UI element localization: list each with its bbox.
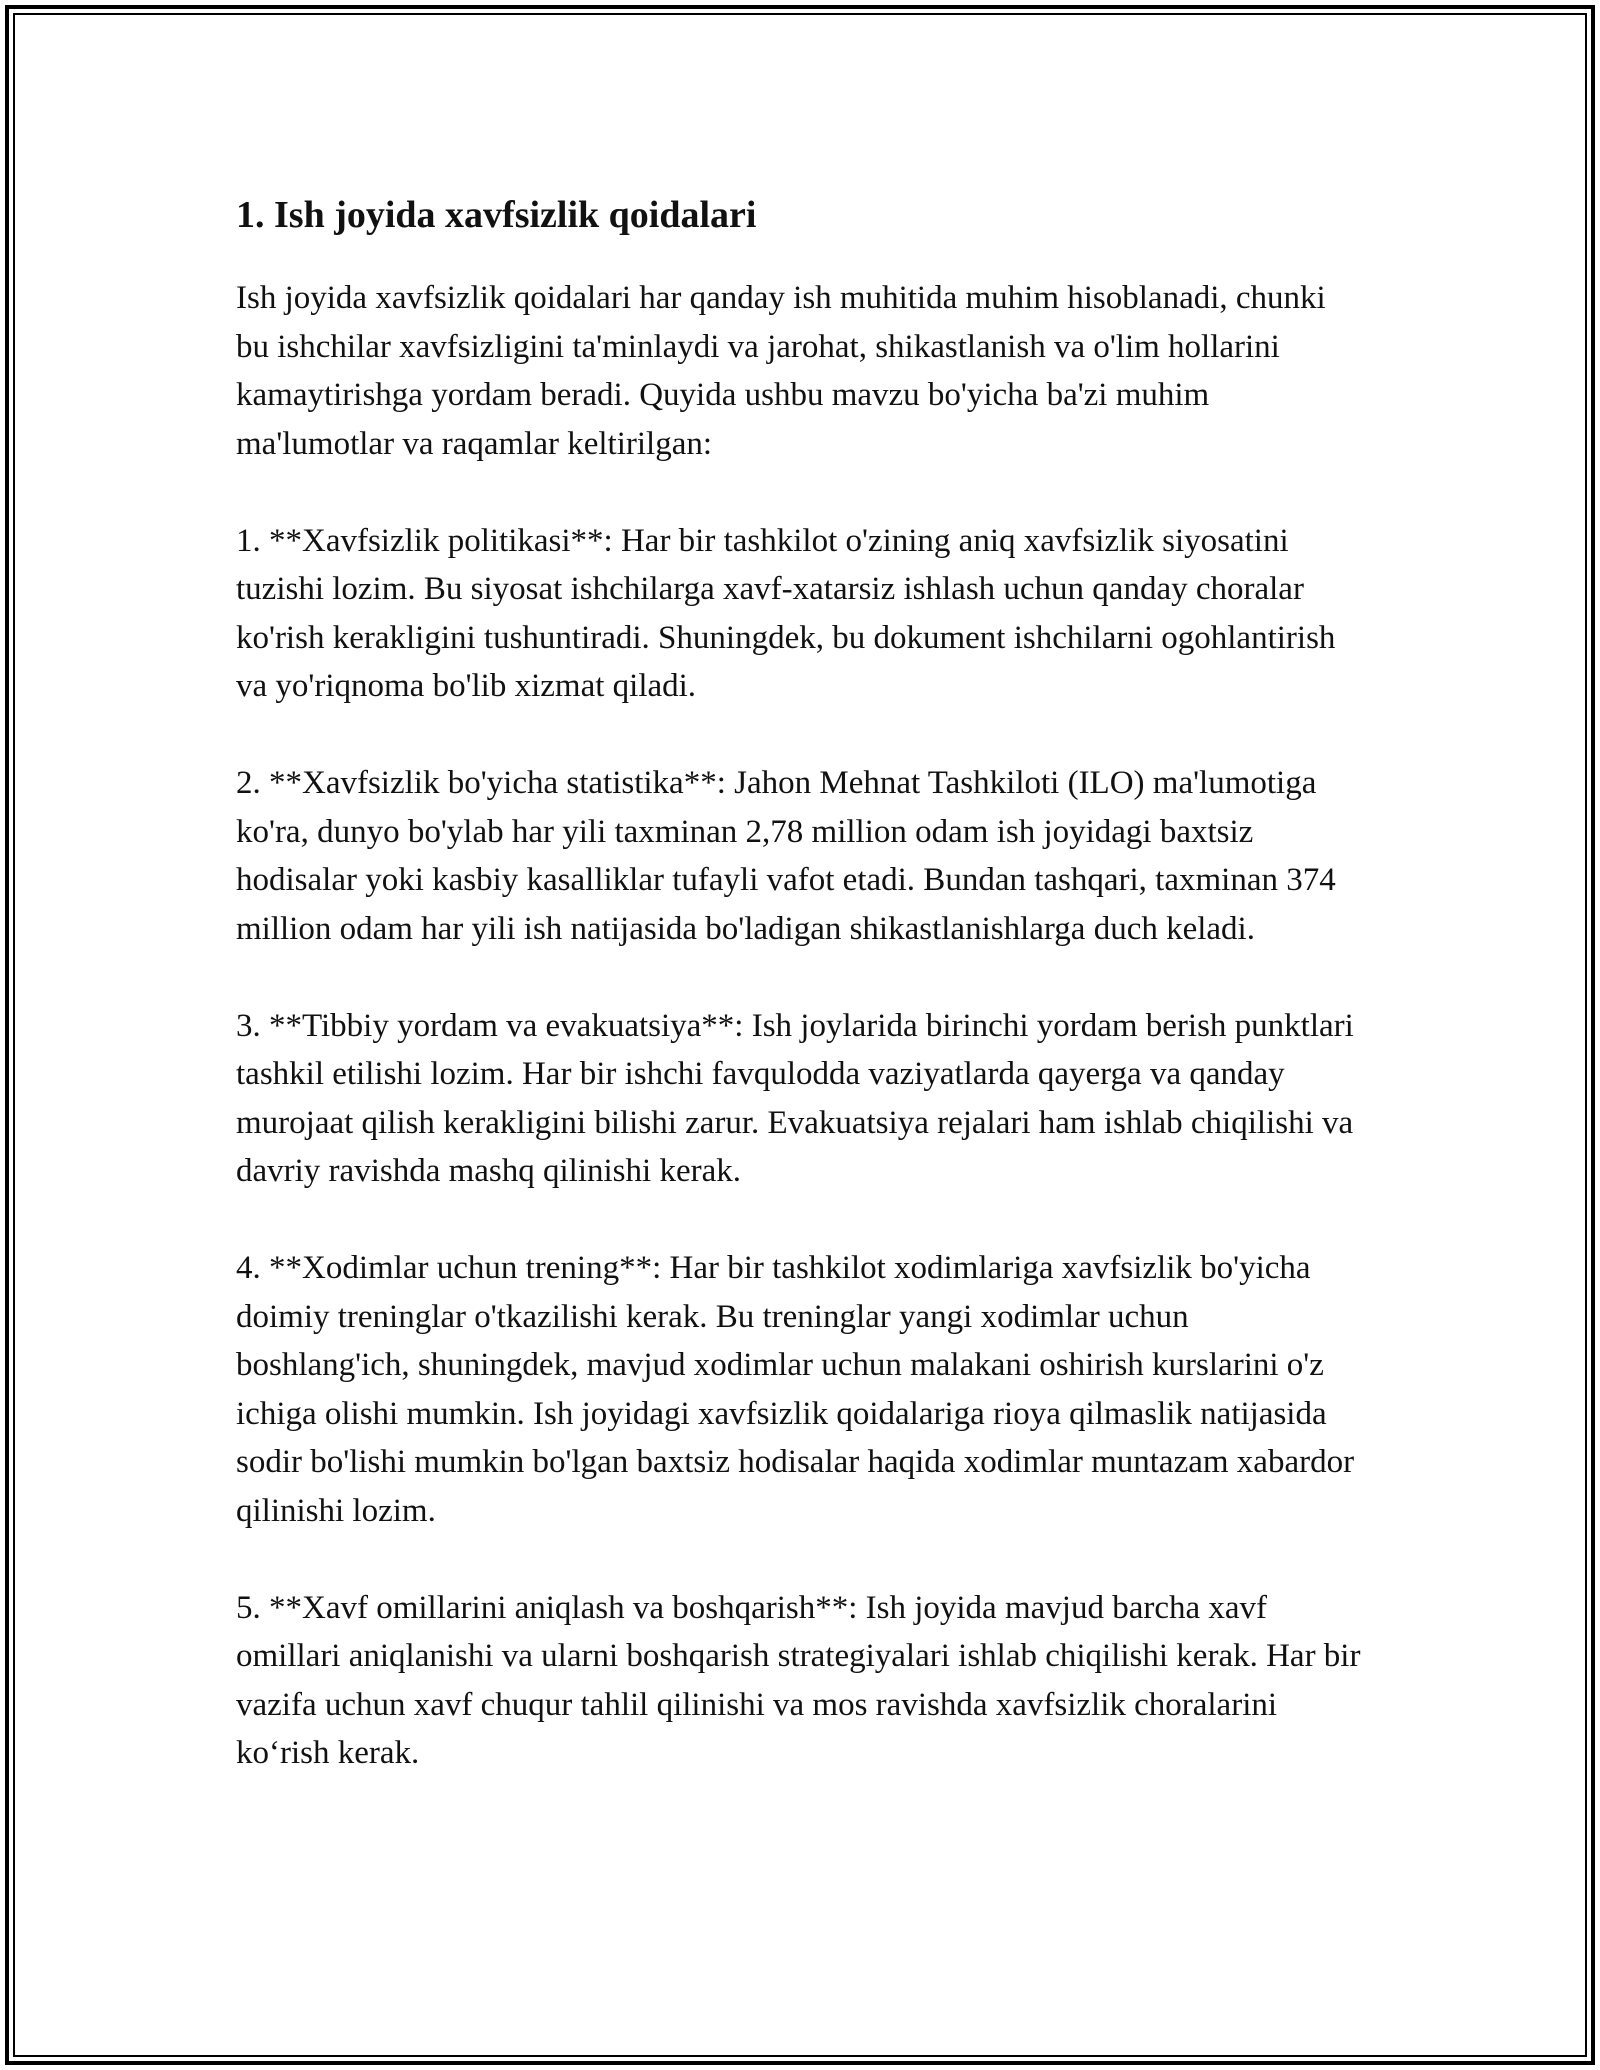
list-item-3: 3. **Tibbiy yordam va evakuatsiya**: Ish joylarida birinchi yordam berish punktlari tashkil etilishi lozim. Har bir ishchi favqulodda vaziyatlarda qayerga va qanday murojaat qilish kerakligini bilishi zarur. Evakuatsiya rejalari ham ishlab chiqilishi va davriy ravishda mashq qilinishi kerak. — [236, 1007, 1354, 1189]
list-item-5: 5. **Xavf omillarini aniqlash va boshqarish**: Ish joyida mavjud barcha xavf omillari aniqlanishi va ularni boshqarish strategiyalari ishlab chiqilishi kerak. Har bir vazifa uchun xavf chuqur tahlil qilinishi va mos ravishda xavfsizlik choralarini ko‘rish kerak. — [236, 1589, 1361, 1771]
list-item-4: 4. **Xodimlar uchun trening**: Har bir tashkilot xodimlariga xavfsizlik bo'yicha doimiy treninglar o'tkazilishi kerak. Bu treninglar yangi xodimlar uchun boshlang'ich, shuningdek, mavjud xodimlar uchun malakani oshirish kurslarini o'z ichiga olishi mumkin. Ish joyidagi xavfsizlik qoidalariga rioya qilmaslik natijasida sodir bo'lishi mumkin bo'lgan baxtsiz hodisalar haqida xodimlar muntazam xabardor qilinishi lozim. — [236, 1250, 1355, 1529]
document-body — [236, 186, 1366, 1826]
intro-paragraph: Ish joyida xavfsizlik qoidalari har qanday ish muhitida muhim hisoblanadi, chunki bu ishchilar xavfsizligini ta'minlaydi va jarohat, shikastlanish va o'lim hollarini kamaytirishga yordam beradi. Quyida ushbu mavzu bo'yicha ba'zi muhim ma'lumotlar va raqamlar keltirilgan: — [236, 280, 1326, 462]
list-item-1: 1. **Xavfsizlik politikasi**: Har bir tashkilot o'zining aniq xavfsizlik siyosatini tuzishi lozim. Bu siyosat ishchilarga xavf-xatarsiz ishlash uchun qanday choralar ko'rish kerakligini tushuntiradi. Shuningdek, bu dokument ishchilarni ogohlantirish va yo'riqnoma bo'lib xizmat qiladi. — [236, 522, 1336, 704]
document-title: 1. Ish joyida xavfsizlik qoidalari — [236, 194, 757, 236]
list-item-2: 2. **Xavfsizlik bo'yicha statistika**: Jahon Mehnat Tashkiloti (ILO) ma'lumotiga ko'ra, dunyo bo'ylab har yili taxminan 2,78 million odam ish joyidagi baxtsiz hodisalar yoki kasbiy kasalliklar tufayli vafot etadi. Bundan tashqari, taxminan 374 million odam har yili ish natijasida bo'ladigan shikastlanishlarga duch keladi. — [236, 765, 1336, 947]
